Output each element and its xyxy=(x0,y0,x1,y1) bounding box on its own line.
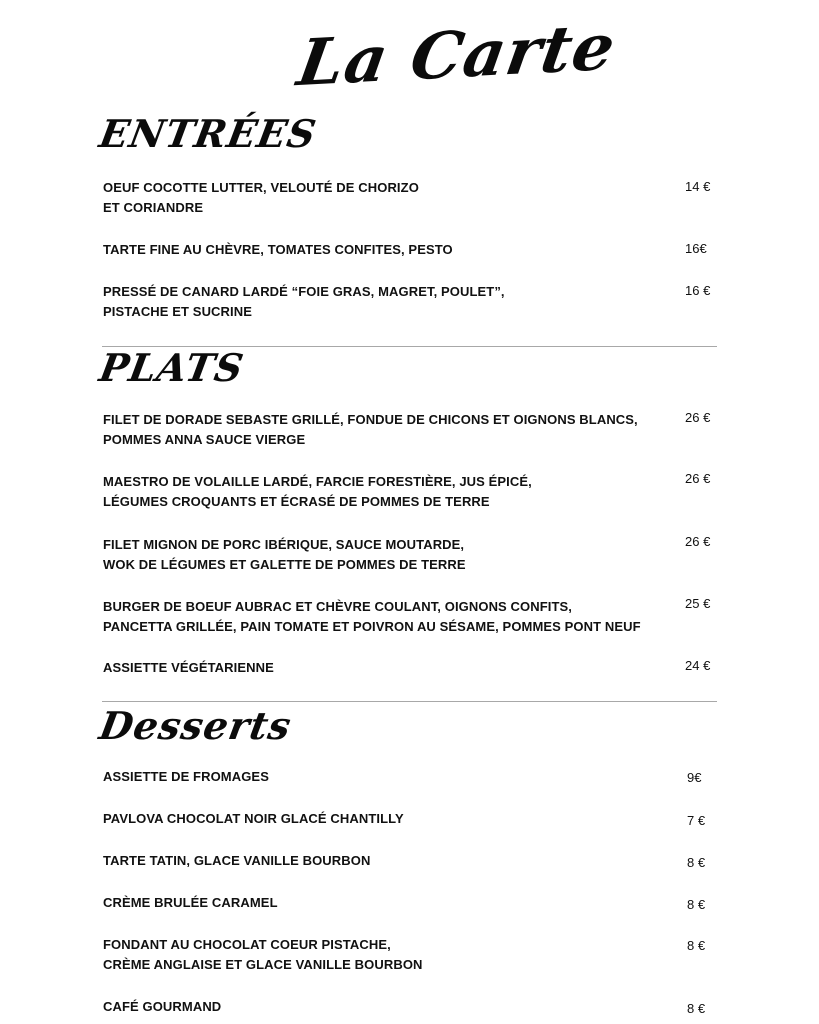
menu-item-price: 26 € xyxy=(685,471,711,486)
menu-item-price: 26 € xyxy=(685,534,711,549)
menu-item-price: 8 € xyxy=(687,897,706,912)
section-heading-desserts: Desserts xyxy=(96,703,296,748)
menu-item-name: OEUF COCOTTE LUTTER, VELOUTÉ DE CHORIZO ET CORIANDRE xyxy=(103,180,419,215)
menu-item-price: 26 € xyxy=(685,410,711,425)
menu-item-price: 8 € xyxy=(687,938,706,953)
menu-item-price: 25 € xyxy=(685,596,711,611)
menu-item-name: PAVLOVA CHOCOLAT NOIR GLACÉ CHANTILLY xyxy=(103,811,404,826)
menu-item-price: 16€ xyxy=(685,241,707,256)
menu-item-price: 8 € xyxy=(687,1001,706,1016)
menu-item-name: BURGER DE BOEUF AUBRAC ET CHÈVRE COULANT, OIGNONS CONFITS, PANCETTA GRILLÉE, PAIN TOMATE ET POIVRON AU SÉSAME, POMMES PONT NEUF xyxy=(103,599,641,634)
page-title: La Carte xyxy=(292,9,621,102)
menu-item-price: 9€ xyxy=(687,770,702,785)
menu-item-name: FILET MIGNON DE PORC IBÉRIQUE, SAUCE MOUTARDE, WOK DE LÉGUMES ET GALETTE DE POMMES DE TERRE xyxy=(103,537,466,572)
menu-item-price: 24 € xyxy=(685,658,711,673)
menu-item-name: ASSIETTE DE FROMAGES xyxy=(103,769,269,784)
menu-item-name: FILET DE DORADE SEBASTE GRILLÉ, FONDUE DE CHICONS ET OIGNONS BLANCS, POMMES ANNA SAUCE VIERGE xyxy=(103,412,638,447)
menu-item-name: MAESTRO DE VOLAILLE LARDÉ, FARCIE FORESTIÈRE, JUS ÉPICÉ, LÉGUMES CROQUANTS ET ÉCRASÉ DE POMMES DE TERRE xyxy=(103,474,532,509)
menu-item-name: ASSIETTE VÉGÉTARIENNE xyxy=(103,660,274,675)
menu-item-name: PRESSÉ DE CANARD LARDÉ “FOIE GRAS, MAGRET, POULET”, PISTACHE ET SUCRINE xyxy=(103,284,505,319)
menu-item-name: CRÈME BRULÉE CARAMEL xyxy=(103,895,278,910)
menu-item-price: 14 € xyxy=(685,179,711,194)
menu-item-name: CAFÉ GOURMAND xyxy=(103,999,222,1014)
menu-item-name: FONDANT AU CHOCOLAT COEUR PISTACHE, CRÈME ANGLAISE ET GLACE VANILLE BOURBON xyxy=(103,937,423,972)
menu-item-name: TARTE TATIN, GLACE VANILLE BOURBON xyxy=(103,853,371,868)
menu-item-price: 7 € xyxy=(687,813,706,828)
section-heading-plats: PLATS xyxy=(96,345,248,390)
menu-item-name: TARTE FINE AU CHÈVRE, TOMATES CONFITES, PESTO xyxy=(103,242,453,257)
section-heading-entrees: ENTRÉES xyxy=(96,111,320,156)
menu-item-price: 16 € xyxy=(685,283,711,298)
menu-item-price: 8 € xyxy=(687,855,706,870)
